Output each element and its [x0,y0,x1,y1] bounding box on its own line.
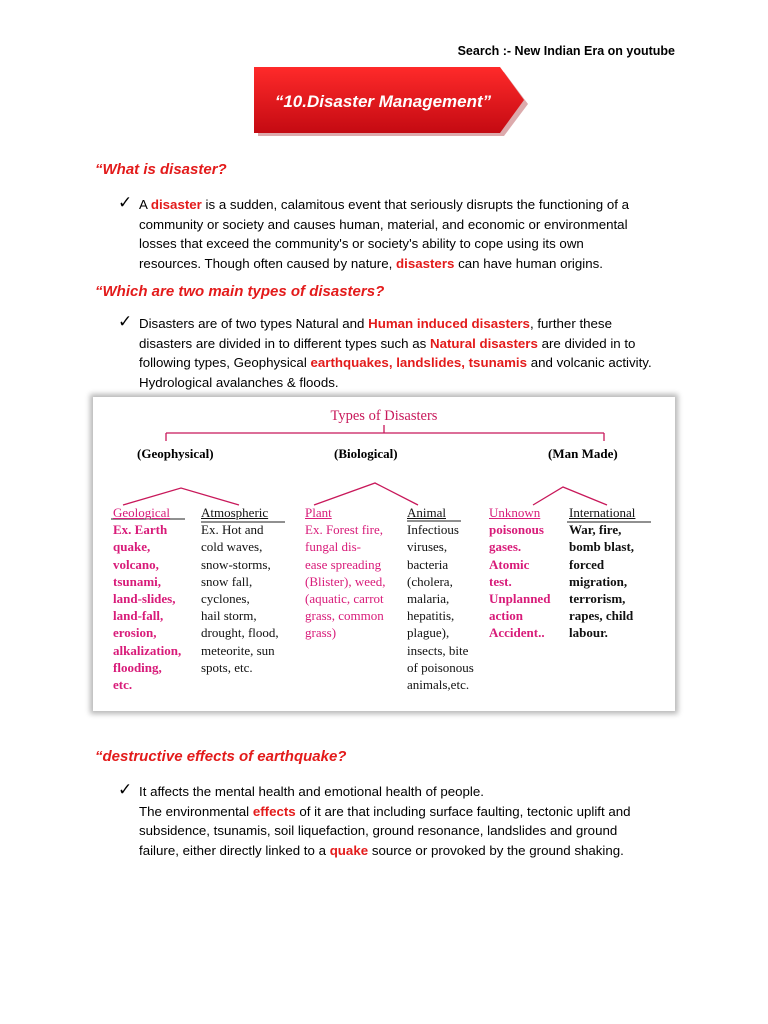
column-line: (cholera, [407,573,453,589]
highlighted-term: disasters [396,255,455,271]
category-man-made: (Man Made) [548,446,618,461]
column-line: malaria, [407,591,450,607]
column-line: fungal dis- [305,539,361,555]
column-line: cyclones, [201,591,250,607]
diagram-title: Types of Disasters [330,408,438,424]
column-line: terrorism, [569,591,626,607]
column-line: Ex. Forest fire, [305,522,383,538]
search-hint: Search :- New Indian Era on youtube [457,44,675,58]
column-line: etc. [113,677,133,693]
answer-line [139,334,652,354]
column-line: spots, etc. [201,659,253,675]
answer-line [139,353,652,373]
column-line: of poisonous [407,659,474,675]
column-animal [407,504,474,693]
column-line: poisonous [489,522,544,538]
column-line: quake, [113,539,151,555]
answer-line [139,821,631,841]
column-line: labour. [569,625,608,641]
column-line: plague), [407,625,450,641]
answer-text-1 [139,195,629,273]
text-run: source or provoked by the ground shaking. [368,842,624,858]
question-types-of-disasters: “Which are two main types of disasters? [95,283,385,300]
text-run: The environmental [139,803,253,819]
column-line: grass) [305,625,337,641]
text-run: losses that exceed the community's or society's ability to cope using its own [139,236,584,252]
column-heading: Atmospheric [201,505,269,520]
column-line: Accident.. [489,625,545,641]
column-line: grass, common [305,608,384,624]
column-line: gases. [489,539,522,555]
text-run: Disasters are of two types Natural and [139,316,369,331]
text-run: Hydrological avalanches & floods. [139,374,339,390]
column-line: War, fire, [569,522,622,538]
highlighted-term: Human induced disasters [368,316,530,331]
column-line: snow fall, [201,573,253,589]
column-line: bomb blast, [569,539,635,555]
page-title: “10.Disaster Management” [274,92,492,111]
text-run: It affects the mental health and emotional health of people. [139,784,484,799]
column-line: snow-storms, [201,556,271,572]
highlighted-term: quake [329,842,369,858]
column-heading: Geological [113,505,171,520]
column-line: rapes, child [569,608,634,624]
column-heading: Unknown [489,505,541,520]
category-biological: (Biological) [334,446,398,461]
column-line: land-slides, [113,591,176,607]
checkmark-icon: ✓ [118,780,133,799]
highlighted-term: earthquakes, landslides, tsunamis [310,355,528,371]
answer-line [139,782,631,802]
text-run: failure, either directly linked to a [139,842,330,858]
text-run: community or society and causes human, material, and economic or environmental [139,216,628,232]
column-line: (Blister), weed, [305,573,386,589]
column-line: ease spreading [305,556,382,572]
column-heading: Plant [305,505,332,520]
answer-line [139,195,629,215]
column-line: tsunami, [113,573,162,589]
column-heading: International [569,505,636,520]
title-banner [252,66,529,138]
column-line: Ex. Earth [113,522,168,538]
column-atmospheric [201,504,279,676]
text-run: disasters are divided in to different types such as [139,335,430,351]
text-run: resources. Though often caused by nature, [139,255,396,271]
highlighted-term: Natural disasters [429,335,538,351]
text-run: A [139,197,151,212]
column-heading: Animal [407,505,446,520]
answer-text-3 [139,782,631,860]
answer-line [139,802,631,822]
column-line: alkalization, [113,642,182,658]
text-run: of it are that including surface faulting, tectonic uplift and [295,803,631,819]
answer-line [139,234,629,254]
text-run: is a sudden, calamitous event that seriously disrupts the functioning of a [201,197,630,212]
column-unknown [489,504,550,642]
answer-line [139,373,652,393]
answer-line [139,215,629,235]
column-line: Ex. Hot and [201,522,264,538]
column-line: volcano, [113,556,159,572]
column-line: cold waves, [201,539,263,555]
answer-line [139,314,652,334]
category-geophysical: (Geophysical) [137,446,214,461]
answer-line [139,841,631,861]
column-line: hail storm, [201,608,257,624]
text-run: can have human origins. [454,255,603,271]
checkmark-icon: ✓ [118,193,133,212]
text-run: and volcanic activity. [527,355,652,371]
column-line: erosion, [113,625,157,641]
column-line: drought, flood, [201,625,279,641]
checkmark-icon: ✓ [118,312,133,331]
column-plant [305,504,386,642]
column-international [569,504,635,642]
column-line: meteorite, sun [201,642,275,658]
column-line: migration, [569,573,628,589]
text-run: subsidence, tsunamis, soil liquefaction, ground resonance, landslides and ground [139,823,618,839]
types-of-disasters-diagram [93,397,675,711]
highlighted-term: disaster [150,197,202,212]
column-line: forced [569,556,605,572]
column-line: Infectious [407,522,459,538]
column-line: Atomic [489,556,530,572]
question-earthquake-effects: “destructive effects of earthquake? [95,748,347,765]
column-line: insects, bite [407,642,469,658]
column-line: (aquatic, carrot [305,591,384,607]
highlighted-term: effects [252,803,296,819]
text-run: are divided in to [537,335,636,351]
column-geological [113,504,181,693]
column-line: animals,etc. [407,677,470,693]
column-line: Unplanned [489,591,551,607]
answer-line [139,254,629,274]
column-line: bacteria [407,556,449,572]
text-run: following types, Geophysical [139,355,311,371]
column-line: viruses, [407,539,448,555]
column-line: land-fall, [113,608,164,624]
column-line: test. [489,573,512,589]
question-what-is-disaster: “What is disaster? [95,161,227,178]
answer-text-2 [139,314,652,392]
column-line: action [489,608,523,624]
column-line: hepatitis, [407,608,455,624]
column-line: flooding, [113,659,162,675]
text-run: , further these [529,316,612,331]
